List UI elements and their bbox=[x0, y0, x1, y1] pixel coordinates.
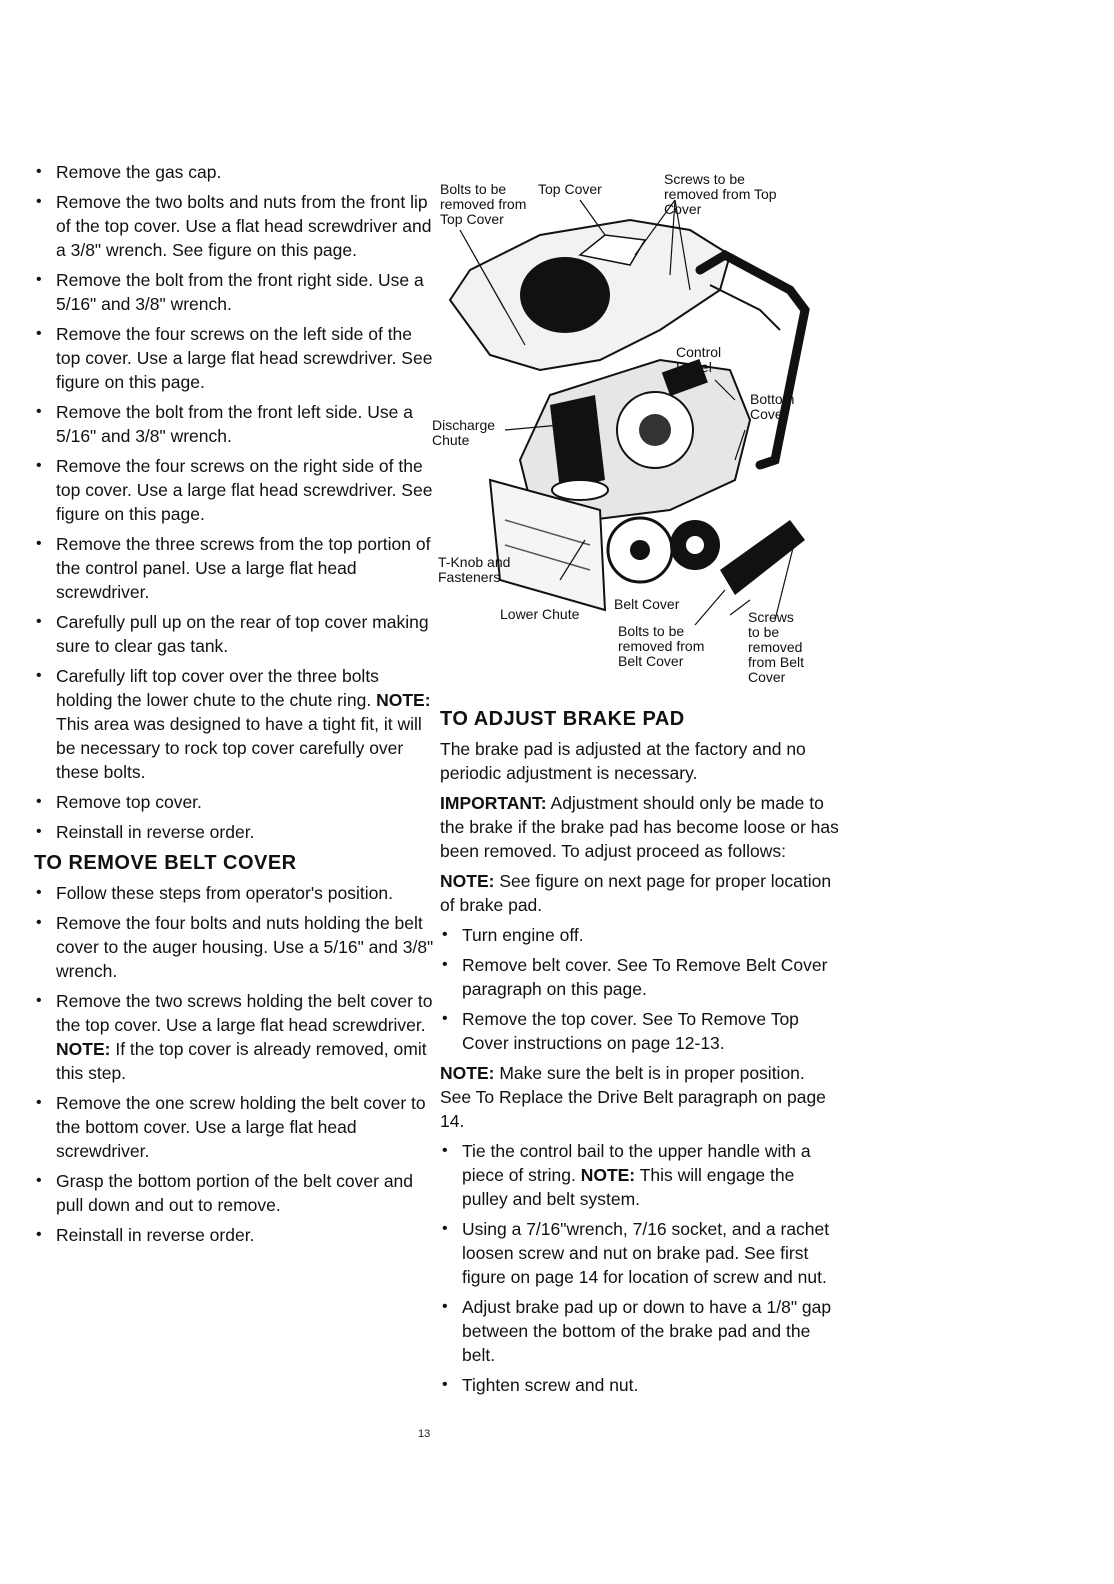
right-column bbox=[440, 700, 840, 1403]
list-item: • Remove the four bolts and nuts holding the belt cover to the auger housing. Use a 5/16" and 3/8" wrench. bbox=[34, 911, 434, 983]
note-paragraph bbox=[440, 1061, 840, 1133]
belt-cover-steps bbox=[34, 881, 434, 1247]
note-paragraph bbox=[440, 869, 840, 917]
note-label: NOTE: bbox=[580, 1165, 636, 1185]
important-label: IMPORTANT: bbox=[440, 793, 547, 813]
figure-label-top-cover: Top Cover bbox=[538, 181, 602, 197]
list-item: • Remove the gas cap. bbox=[34, 160, 434, 184]
figure-label-bottom-cover: Bottom Cover bbox=[750, 391, 795, 422]
figure-label-bolts-top: Bolts to be removed from Top Cover bbox=[440, 181, 527, 227]
brake-intro: The brake pad is adjusted at the factory and no periodic adjustment is necessary. bbox=[440, 739, 806, 783]
list-item: • Remove the bolt from the front left side. Use a 5/16" and 3/8" wrench. bbox=[34, 400, 434, 448]
list-item: • Remove the four screws on the right side of the top cover. Use a large flat head screwdriver. See figure on this page. bbox=[34, 454, 434, 526]
note-label: NOTE: bbox=[440, 871, 495, 891]
snowthrower-figure bbox=[430, 160, 830, 700]
note-text: This will engage the pulley and belt system. bbox=[462, 1165, 795, 1209]
note-text: This area was designed to have a tight fit, it will be necessary to rock top cover carefully over these bolts. bbox=[56, 714, 422, 782]
note-label: NOTE: bbox=[440, 1063, 495, 1083]
belt-cover-heading: TO REMOVE BELT COVER bbox=[34, 852, 297, 874]
note-label: NOTE: bbox=[376, 690, 431, 710]
figure-label-control-panel: Control Panel bbox=[676, 344, 722, 375]
important-paragraph bbox=[440, 791, 840, 863]
list-item: • Using a 7/16"wrench, 7/16 socket, and a rachet loosen screw and nut on brake pad. See first figure on page 14 for location of screw and nut. bbox=[440, 1217, 840, 1289]
list-item: • Remove the top cover. See To Remove Top Cover instructions on page 12-13. bbox=[440, 1007, 840, 1055]
wheel-hub bbox=[686, 536, 704, 554]
list-item: • Follow these steps from operator's position. bbox=[34, 881, 434, 905]
list-item: • Remove the bolt from the front right side. Use a 5/16" and 3/8" wrench. bbox=[34, 268, 434, 316]
belt-cover-shape bbox=[720, 520, 805, 595]
list-item-text: Tie the control bail to the upper handle with a piece of string. bbox=[462, 1141, 811, 1185]
top-cover-opening bbox=[520, 257, 610, 333]
figure-label-belt-cover: Belt Cover bbox=[614, 596, 680, 612]
figure-label-tknob: T-Knob and Fasteners bbox=[438, 554, 511, 585]
note-text: See figure on next page for proper location of brake pad. bbox=[440, 871, 832, 915]
list-item: • Reinstall in reverse order. bbox=[34, 1223, 434, 1247]
list-item: • Remove belt cover. See To Remove Belt Cover paragraph on this page. bbox=[440, 953, 840, 1001]
figure-label-lower-chute: Lower Chute bbox=[500, 606, 580, 622]
list-item: • Turn engine off. bbox=[440, 923, 840, 947]
note-text: Make sure the belt is in proper position. See To Replace the Drive Belt paragraph on page 14. bbox=[440, 1063, 826, 1131]
brake-steps-b bbox=[440, 1139, 840, 1397]
list-item bbox=[34, 989, 434, 1085]
brake-steps-a bbox=[440, 923, 840, 1055]
list-item: • Adjust brake pad up or down to have a 1/8" gap between the bottom of the brake pad and the belt. bbox=[440, 1295, 840, 1367]
chute-ring bbox=[552, 480, 608, 500]
list-item: • Remove the one screw holding the belt cover to the bottom cover. Use a large flat head screwdriver. bbox=[34, 1091, 434, 1163]
page-number: 13 bbox=[418, 1428, 431, 1440]
list-item: • Remove the four screws on the left side of the top cover. Use a large flat head screwdriver. See figure on this page. bbox=[34, 322, 434, 394]
list-item bbox=[440, 1139, 840, 1211]
left-column bbox=[34, 160, 434, 1253]
note-label: NOTE: bbox=[56, 1039, 111, 1059]
engine-hub bbox=[639, 414, 671, 446]
top-cover-steps bbox=[34, 160, 434, 844]
figure-label-screws-belt: Screws to be removed from Belt Cover bbox=[748, 609, 805, 685]
list-item: • Remove the three screws from the top portion of the control panel. Use a large flat head screwdriver. bbox=[34, 532, 434, 604]
list-item-text: Remove the two screws holding the belt cover to the top cover. Use a large flat head screwdriver. bbox=[56, 991, 433, 1035]
list-item: • Carefully pull up on the rear of top cover making sure to clear gas tank. bbox=[34, 610, 434, 658]
list-item: • Reinstall in reverse order. bbox=[34, 820, 434, 844]
figure-label-bolts-belt: Bolts to be removed from Belt Cover bbox=[618, 623, 705, 669]
control-bail bbox=[710, 285, 780, 330]
pulley-hub bbox=[630, 540, 650, 560]
figure-label-screws-top: Screws to be removed from Top Cover bbox=[664, 171, 777, 217]
list-item: • Remove top cover. bbox=[34, 790, 434, 814]
list-item bbox=[34, 664, 434, 784]
important-text: Adjustment should only be made to the brake if the brake pad has become loose or has been removed. To adjust proceed as follows: bbox=[440, 793, 839, 861]
list-item: • Tighten screw and nut. bbox=[440, 1373, 840, 1397]
figure-label-discharge-chute: Discharge Chute bbox=[432, 417, 496, 448]
list-item-text: Carefully lift top cover over the three bolts holding the lower chute to the chute ring. bbox=[56, 666, 379, 710]
list-item: • Grasp the bottom portion of the belt cover and pull down and out to remove. bbox=[34, 1169, 434, 1217]
brake-heading: TO ADJUST BRAKE PAD bbox=[440, 708, 685, 730]
note-text: If the top cover is already removed, omit this step. bbox=[56, 1039, 427, 1083]
list-item: • Remove the two bolts and nuts from the front lip of the top cover. Use a flat head screwdriver and a 3/8" wrench. See figure on this page. bbox=[34, 190, 434, 262]
